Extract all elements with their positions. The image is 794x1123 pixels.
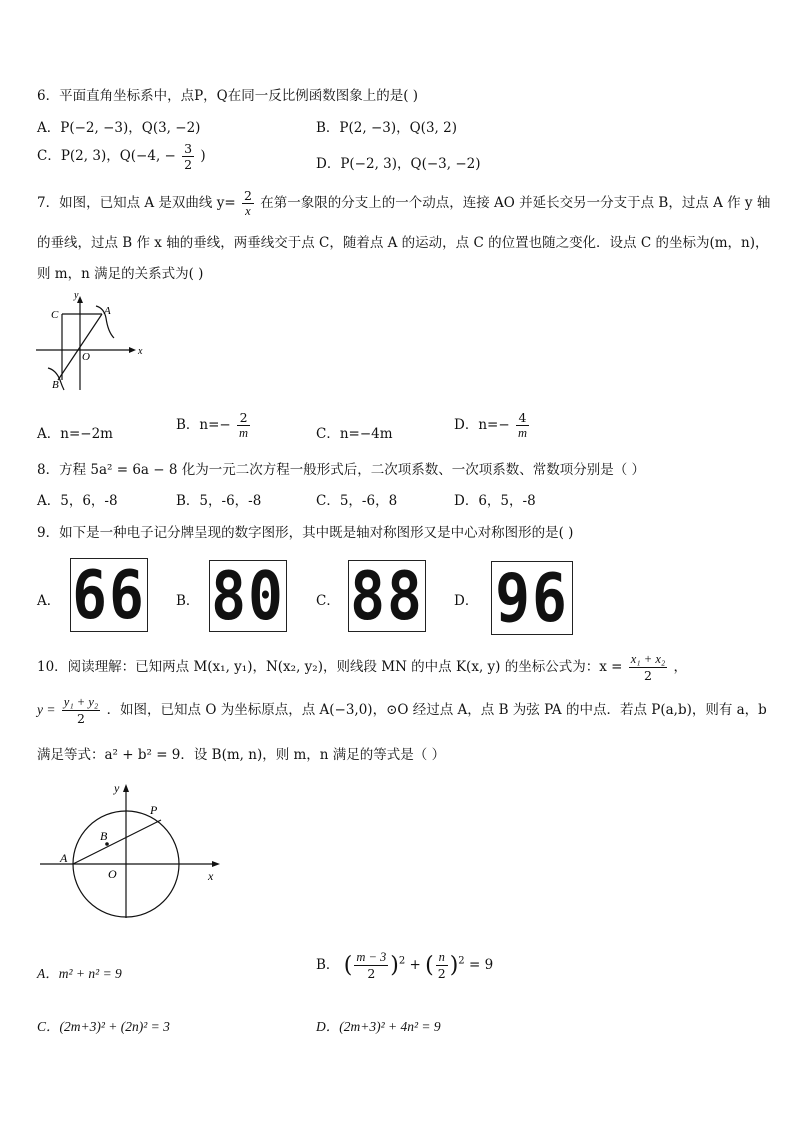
q10-option-b-plus: +	[409, 957, 421, 973]
q7-stem-fraction	[242, 188, 254, 219]
q10-figure	[36, 778, 226, 922]
q7-figure	[34, 288, 154, 392]
q7-option-b-pre: B．n=−	[176, 417, 231, 433]
q6-option-b[interactable]: B．P(2, −3)，Q(3, 2)	[316, 120, 457, 136]
q10-option-b-den2: 2	[437, 966, 446, 981]
q10-chord-pa	[73, 820, 161, 864]
q7-label-y: y	[74, 290, 79, 301]
q9-stem: 9．如下是一种电子记分牌呈现的数字图形，其中既是轴对称图形又是中心对称图形的是( )	[37, 525, 574, 541]
q10-line2-post: ．如图，已知点 O 为坐标原点，点 A(−3,0)，⊙O 经过点 A，点 B 为弦 PA 的中点．若点 P(a,b)，则有 a，b	[106, 702, 767, 718]
q9-option-a-label[interactable]: A．	[37, 593, 61, 609]
q10-line2-num: y₁ + y₂	[63, 695, 99, 709]
q7-label-o: O	[82, 351, 90, 363]
q7-option-c[interactable]: C．n=−4m	[316, 426, 393, 442]
q10-line2	[37, 695, 767, 726]
q7-option-b-fraction	[237, 410, 250, 441]
q6-option-a[interactable]: A．P(−2, −3)，Q(3, −2)	[37, 120, 201, 136]
q6-option-c-den: 2	[184, 157, 193, 172]
q10-label-x: x	[208, 869, 214, 883]
q8-stem: 8．方程 5a² = 6a − 8 化为一元二次方程一般形式后，二次项系数、一次项系数、常数项分别是（ ）	[37, 462, 646, 478]
q7-label-c: C	[51, 309, 59, 321]
q10-x-arrow	[212, 861, 220, 867]
q10-line2-fraction	[62, 695, 100, 726]
q10-option-b[interactable]	[316, 950, 493, 981]
q7-x-arrow	[129, 347, 136, 353]
q10-option-b-fraction2	[436, 950, 448, 981]
q9-option-a-digits: 66	[72, 555, 146, 635]
q9-option-c-label[interactable]: C．	[316, 593, 340, 609]
q7-stem-line1	[37, 188, 770, 219]
q10-option-a-text: A．m² + n² = 9	[37, 966, 122, 981]
q9-option-a-scoreboard[interactable]	[70, 555, 148, 635]
q10-option-d-text: D．(2m+3)² + 4n² = 9	[316, 1019, 441, 1034]
q10-option-b-num1: m − 3	[356, 950, 387, 964]
q10-line1-pre: 10．阅读理解：已知两点 M(x₁, y₁)，N(x₂, y₂)，则线段 MN 的中点 K(x, y) 的坐标公式为：x =	[37, 659, 623, 675]
q10-label-b: B	[100, 829, 108, 843]
q9-option-d-scoreboard[interactable]	[491, 558, 573, 638]
q6-option-c-num: 3	[184, 141, 193, 156]
q7-option-b-num: 2	[237, 410, 250, 426]
q7-label-x: x	[138, 346, 143, 357]
q7-stem-line3: 则 m，n 满足的关系式为( )	[37, 266, 204, 282]
q10-option-b-den1: 2	[367, 966, 376, 981]
q10-label-y: y	[114, 781, 120, 795]
q9-option-b-scoreboard[interactable]	[209, 556, 287, 636]
q10-option-b-lparen2: (	[425, 953, 434, 978]
q8-option-d[interactable]: D．6，5，-8	[454, 493, 536, 509]
q6-stem: 6．平面直角坐标系中，点P，Q在同一反比例函数图象上的是( )	[37, 88, 419, 104]
q10-option-c[interactable]	[37, 1015, 170, 1035]
q10-option-a[interactable]	[37, 962, 122, 982]
q10-line1-num: x₁ + x₂	[630, 652, 666, 666]
q7-option-d-num: 4	[516, 410, 529, 426]
q10-line2-den: 2	[77, 711, 85, 726]
q6-option-c-pre: C．P(2, 3)，Q(−4, −	[37, 148, 176, 164]
q10-line1-fraction	[629, 652, 667, 683]
q7-label-b: B	[52, 379, 59, 391]
q7-stem-num: 2	[243, 188, 252, 203]
q10-line3: 满足等式：a² + b² = 9．设 B(m, n)，则 m，n 满足的等式是（ ）	[37, 747, 446, 763]
q10-option-d[interactable]	[316, 1015, 441, 1035]
q7-option-d-fraction	[516, 410, 529, 441]
q9-option-b-label[interactable]: B．	[176, 593, 200, 609]
q10-label-o: O	[108, 867, 117, 881]
q8-option-a[interactable]: A．5，6，-8	[37, 493, 118, 509]
q10-option-b-num2: n	[436, 950, 448, 966]
q10-line1-den: 2	[644, 668, 652, 683]
q9-option-b-digits: 80	[211, 556, 285, 636]
q7-option-d[interactable]	[454, 410, 531, 441]
q10-option-b-rparen1: )	[390, 953, 399, 978]
q6-option-c[interactable]	[37, 141, 206, 172]
q6-option-c-fraction	[182, 141, 194, 172]
q9-option-d-label[interactable]: D．	[454, 593, 479, 609]
q7-stem-post: 在第一象限的分支上的一个动点，连接 AO 并延长交另一分支于点 B，过点 A 作 y 轴	[260, 195, 771, 211]
q10-option-b-sq1: 2	[398, 955, 406, 967]
q6-option-d[interactable]: D．P(−2, 3)，Q(−3, −2)	[316, 156, 481, 172]
q10-option-b-fraction1	[354, 950, 388, 981]
q7-stem-line2: 的垂线，过点 B 作 x 轴的垂线，两垂线交于点 C，随着点 A 的运动，点 C 的位置也随之变化．设点 C 的坐标为(m，n)，	[37, 235, 769, 251]
q10-line2-pre: y =	[37, 702, 56, 717]
q10-option-b-sq2: 2	[458, 955, 465, 967]
q10-option-b-lparen1: (	[343, 953, 353, 978]
q7-option-b[interactable]	[176, 410, 252, 441]
q10-label-p: P	[150, 803, 158, 817]
q8-option-c[interactable]: C．5，-6，8	[316, 493, 398, 509]
q10-line1-post: ，	[673, 659, 688, 675]
q7-option-b-den: m	[239, 426, 249, 440]
q9-option-c-scoreboard[interactable]	[348, 556, 426, 636]
q10-line1	[37, 652, 687, 683]
q10-option-b-rparen2: )	[449, 953, 459, 978]
q7-option-d-den: m	[517, 426, 527, 440]
q6-option-c-post: )	[200, 148, 206, 164]
q10-y-arrow	[123, 784, 129, 792]
q10-option-c-text: C．(2m+3)² + (2n)² = 3	[37, 1019, 170, 1034]
q7-label-a: A	[104, 305, 111, 317]
q7-stem-den: x	[245, 204, 251, 218]
q7-stem-pre: 7．如图，已知点 A 是双曲线 y=	[37, 195, 236, 211]
q8-option-b[interactable]: B．5，-6，-8	[176, 493, 262, 509]
q7-option-d-pre: D．n=−	[454, 417, 510, 433]
q10-label-a: A	[60, 851, 68, 865]
q7-option-a[interactable]: A．n=−2m	[37, 426, 113, 442]
q9-option-d-digits: 96	[495, 558, 569, 638]
q10-option-b-tail: = 9	[468, 957, 494, 973]
q10-option-b-label: B．	[316, 957, 340, 973]
q9-option-c-digits: 88	[350, 556, 424, 636]
